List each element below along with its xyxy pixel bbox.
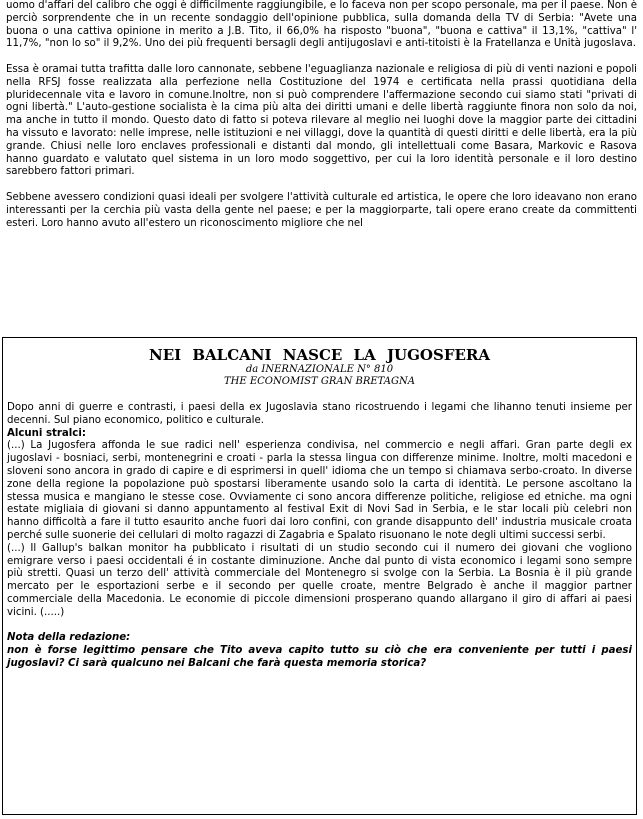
paragraph: Sebbene avessero condizioni quasi ideali per svolgere l'attività culturale ed artistica, le opere che loro ideavano non erano interessanti per la cerchia più vasta della gente nel paese; e per la maggiorparte, tali opere erano create da committenti esteri. Loro hanno avuto all'estero un riconoscimento migliore che nel [6, 191, 637, 229]
paragraph: Essa è oramai tutta trafitta dalle loro cannonate, sebbene l'eguaglianza nazionale e religiosa di più di venti nazioni e popoli nella RFSJ fosse realizzata alla perfezione nella Costituzione del 1974 e certificata nella prassi quotidiana della pluridecennale vita e lavoro in comune.Inoltre, non si può comprendere l'affermazione secondo cui siamo stati "privati di ogni libertà." L'auto-gestione socialista è la cima più alta dei diritti umani e delle libertà raggiunte finora non solo da noi, ma anche in tutto il mondo. Questo dato di fatto si poteva rilevare al meglio nei luoghi dove la maggior parte dei cittadini ha vissuto e lavorato: nelle imprese, nelle istituzioni e nei villaggi, dove la quantità di questi diritti e delle libertà, era la più grande. Chiusi nelle loro enclaves professionali e distanti dal mondo, gli intellettuali come Basara, Markovic e Rasova hanno guardato e valutato quel sistema in un loro modo soggettivo, per cui la loro identità personale e il loro destino sarebbero fattori primari. [6, 63, 637, 178]
sidebar-box [2, 337, 637, 815]
editor-note-text: non è forse legittimo pensare che Tito aveva capito tutto su ciò che era conveniente per tutti i paesi jugoslavi? Ci sarà qualcuno nei Balcani che farà questa memoria storica? [7, 645, 632, 669]
paragraph: uomo d'affari del calibro che oggi è difficilmente raggiungibile, e lo faceva non per scopo personale, ma per il paese. Non è perciò sorprendente che in un recente sondaggio dell'opinione pubblica, sulla domanda della TV di Serbia: "Avete una buona o una cattiva opinione in merito a J.B. Tito, il 66,0% ha risposto "buona", "buona e cattiva" il 13,1%, "cattiva" l' 11,7%, "non lo so" il 9,2%. Uno dei più frequenti bersagli degli antijugoslavi e anti-titoisti è la Fratellanza e Unità jugoslava. [6, 0, 637, 50]
source-line: da INERNAZIONALE N° 810 [245, 364, 394, 375]
excerpt: (...) Il Gallup's balkan monitor ha pubblicato i risultati di un studio secondo cui il numero dei giovani che vogliono emigrare verso i paesi occidentali é in costante diminuzione. Anche dal punto di vista economico i legami sono sempre più stretti. Quasi un terzo dell' attività commerciale del Montenegro si svolge con la Serbia. La Bosnia è il più grande mercato per le esportazioni serbe e il secondo per quelle croate, mentre Belgrado è anche il maggior partner commerciale della Macedonia. Le economie di piccole dimensioni prosperano quando allargano il giro di affari ai paesi vicini. (.....) [7, 542, 632, 618]
article-continuation [6, 0, 637, 243]
box-title: NEI BALCANI NASCE LA JUGOSFERA [148, 346, 491, 364]
excerpts-heading: Alcuni stralci: [7, 427, 86, 439]
excerpt: (...) La Jugosfera affonda le sue radici nell' esperienza condivisa, nel commercio e negli affari. Gran parte degli ex jugoslavi - bosniaci, serbi, montenegrini e croati - parla la stessa lingua con differenze minime. Inoltre, molti macedoni e sloveni sono ancora in grado di capire e di esprimersi in quell' idioma che un tempo si chiamava serbo-croato. In diverse zone della regione la popolazione può spostarsi liberamente usando solo la carta di identità. Le persone ascoltano la stessa musica e mangiano le stesse cose. Ovviamente ci sono ancora differenze politiche, religiose ed etniche. ma ogni estate migliaia di giovani si danno appuntamento al festival Exit di Novi Sad in Serbia, e le star locali più celebri non hanno difficoltà a fare il tutto esaurito anche fuori dai loro confini, con grande disappunto dell' industria musicale croata perché sulle suonerie dei cellulari di molto ragazzi di Zagabria e Spalato risuonano le note degli ultimi successi serbi. [7, 440, 632, 541]
source-line: THE ECONOMIST GRAN BRETAGNA [223, 376, 415, 387]
box-intro: Dopo anni di guerre e contrasti, i paesi della ex Jugoslavia stano ricostruendo i legami che lihanno tenuti insieme per decenni. Sul piano economico, politico e culturale. [7, 402, 632, 426]
editor-note-heading: Nota della redazione: [7, 632, 131, 644]
